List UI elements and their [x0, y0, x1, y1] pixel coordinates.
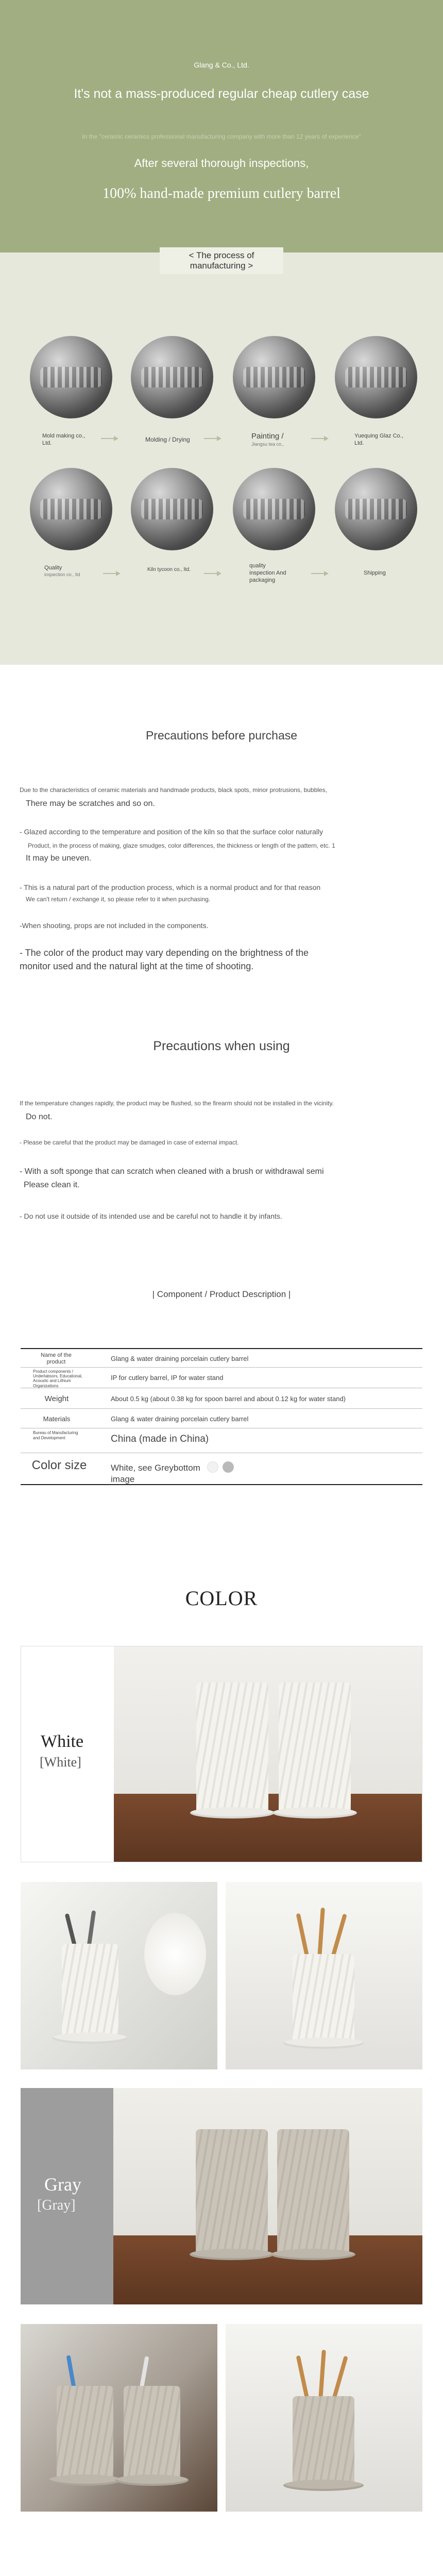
gray-color-name: Gray: [44, 2174, 81, 2195]
white-cup-image: [279, 1682, 351, 1811]
process-step-sub: inspection co., ltd: [44, 571, 80, 577]
gray-cup-image: [277, 2129, 349, 2253]
white-saucer-image: [272, 1807, 357, 1819]
gray-swatch: [223, 1461, 234, 1473]
row-key: Materials: [43, 1415, 71, 1423]
row-key: Color size: [31, 1458, 87, 1472]
gray-product-photo: [113, 2088, 422, 2304]
arrow-icon: [204, 436, 222, 441]
white-color-sub: [White]: [40, 1755, 81, 1770]
process-photo-kiln: [131, 468, 213, 550]
gray-cup-image: [57, 2386, 113, 2479]
process-step-main: Quality: [44, 565, 62, 571]
process-photo-shipping: [335, 468, 417, 550]
white-swatch: [207, 1461, 218, 1473]
process-step-sub: Jiangsu tea co.,: [251, 441, 284, 447]
use-line: - With a soft sponge that can scratch when cleaned with a brush or withdrawal semi: [20, 1167, 324, 1176]
hero-faint-line: In the "ceramic ceramics professional manufacturing company with more than 12 years of experience": [82, 133, 361, 140]
process-step-label: Kiln tycoon co., ltd.: [147, 567, 191, 573]
white-cup-image: [293, 1954, 354, 2042]
white-saucer-image: [283, 2038, 364, 2049]
arrow-icon: [311, 571, 329, 576]
purchase-line: monitor used and the natural light at the time of shooting.: [20, 961, 254, 971]
hero-banner: [0, 0, 443, 252]
white-product-panel: [21, 1646, 422, 1862]
process-photo-molding: [131, 336, 213, 418]
white-cup-image: [62, 1944, 118, 2036]
hero-line-handmade: 100% hand-made premium cutlery barrel: [103, 186, 340, 201]
use-line: - Please be careful that the product may be damaged in case of external impact.: [20, 1139, 239, 1146]
process-step-label: [44, 565, 96, 578]
gray-photo-left: [21, 2324, 217, 2512]
process-step-label: Shipping: [364, 570, 386, 576]
purchase-line: - This is a natural part of the production process, which is a normal product and for that reason: [20, 883, 321, 891]
row-key: Bureau of Manufacturing and Development: [33, 1430, 78, 1440]
process-step-label: quality inspection And packaging: [249, 563, 286, 583]
process-step-label: [251, 432, 313, 447]
gray-saucer-image: [115, 2474, 189, 2486]
purchase-line: Due to the characteristics of ceramic materials and handmade products, black spots, minor protrusions, bubbles,: [20, 786, 327, 794]
process-photo-inspection: [30, 468, 112, 550]
gray-product-panel: [21, 2088, 422, 2304]
row-value: IP for cutlery barrel, IP for water stand: [111, 1374, 224, 1382]
row-value: Glang & water draining porcelain cutlery barrel: [111, 1355, 249, 1362]
table-row: [21, 1428, 422, 1453]
arrow-icon: [103, 571, 121, 576]
arrow-icon: [101, 436, 118, 441]
gray-cup-image: [293, 2396, 354, 2484]
row-value: Glang & water draining porcelain cutlery barrel: [111, 1415, 249, 1423]
process-title: < The process of manufacturing >: [160, 247, 283, 274]
arrow-icon: [204, 571, 222, 576]
purchase-precautions-title: Precautions before purchase: [145, 729, 298, 742]
process-section: [0, 252, 443, 665]
process-step-main: Painting /: [251, 432, 284, 441]
process-step-label: Mold making co., Ltd.: [42, 433, 86, 446]
brand-name: Glang & Co., Ltd.: [194, 61, 249, 69]
gray-saucer-image: [190, 2249, 274, 2260]
gray-saucer-image: [271, 2249, 355, 2260]
white-cup-image: [196, 1682, 268, 1811]
white-saucer-image: [190, 1807, 275, 1819]
table-row: [21, 1349, 422, 1368]
white-product-photo: [114, 1646, 422, 1862]
table-row: [21, 1453, 422, 1485]
process-step-label: Molding / Drying: [145, 436, 190, 443]
process-photo-painting: [233, 336, 315, 418]
use-line: Do not.: [26, 1113, 53, 1121]
use-line: - Do not use it outside of its intended use and be careful not to handle it by infants.: [20, 1212, 282, 1220]
white-label-block: [21, 1646, 114, 1862]
purchase-line: Product, in the process of making, glaze smudges, color differences, the thickness or length of the pattern, etc. 1: [28, 842, 335, 849]
purchase-line: - Glazed according to the temperature and position of the kiln so that the surface color naturally: [20, 828, 323, 836]
gray-photo-right: [226, 2324, 422, 2512]
use-line: Please clean it.: [24, 1181, 80, 1189]
row-key: Product components / Underlabsors, Educational, Acoustic and Lithium Organizations: [33, 1369, 83, 1388]
gray-cup-image: [124, 2386, 180, 2479]
use-precautions-title: Precautions when using: [153, 1039, 290, 1053]
white-photo-left: [21, 1882, 217, 2069]
gray-cup-image: [196, 2129, 268, 2253]
gray-color-sub: [Gray]: [37, 2197, 76, 2213]
gray-saucer-image: [48, 2474, 122, 2486]
arrow-icon: [311, 436, 329, 441]
table-row: [21, 1388, 422, 1409]
row-key: Name of the product: [41, 1352, 72, 1366]
row-value: China (made in China): [111, 1434, 209, 1444]
hero-line-inspections: After several thorough inspections,: [134, 157, 309, 170]
purchase-line: - The color of the product may vary depending on the brightness of the: [20, 948, 309, 958]
purchase-line: It may be uneven.: [26, 854, 92, 863]
row-value: About 0.5 kg (about 0.38 kg for spoon barrel and about 0.12 kg for water stand): [111, 1395, 346, 1403]
hero-headline: It's not a mass-produced regular cheap cutlery case: [74, 87, 369, 101]
gray-label-block: [21, 2088, 113, 2304]
white-color-name: White: [41, 1732, 84, 1751]
component-title: | Component / Product Description |: [152, 1289, 291, 1299]
row-value: White, see Greybottom image: [111, 1463, 200, 1485]
row-key: Weight: [44, 1394, 69, 1403]
purchase-line: -When shooting, props are not included in the components.: [20, 921, 209, 930]
lamp-image: [144, 1913, 206, 1995]
process-photo-glaze: [335, 336, 417, 418]
use-line: If the temperature changes rapidly, the product may be flushed, so the firearm should not be installed in the vicinity.: [20, 1100, 334, 1107]
purchase-line: There may be scratches and so on.: [26, 799, 155, 808]
color-section-title: COLOR: [185, 1587, 258, 1610]
process-photo-mold: [30, 336, 112, 418]
purchase-line: We can't return / exchange it, so please refer to it when purchasing.: [26, 896, 211, 903]
gray-saucer-image: [283, 2480, 364, 2491]
process-photo-packaging: [233, 468, 315, 550]
table-row: [21, 1368, 422, 1388]
white-photo-right: [226, 1882, 422, 2069]
white-saucer-image: [53, 2032, 128, 2044]
process-step-label: Yuequing Glaz Co., Ltd.: [354, 433, 403, 446]
table-row: [21, 1409, 422, 1428]
